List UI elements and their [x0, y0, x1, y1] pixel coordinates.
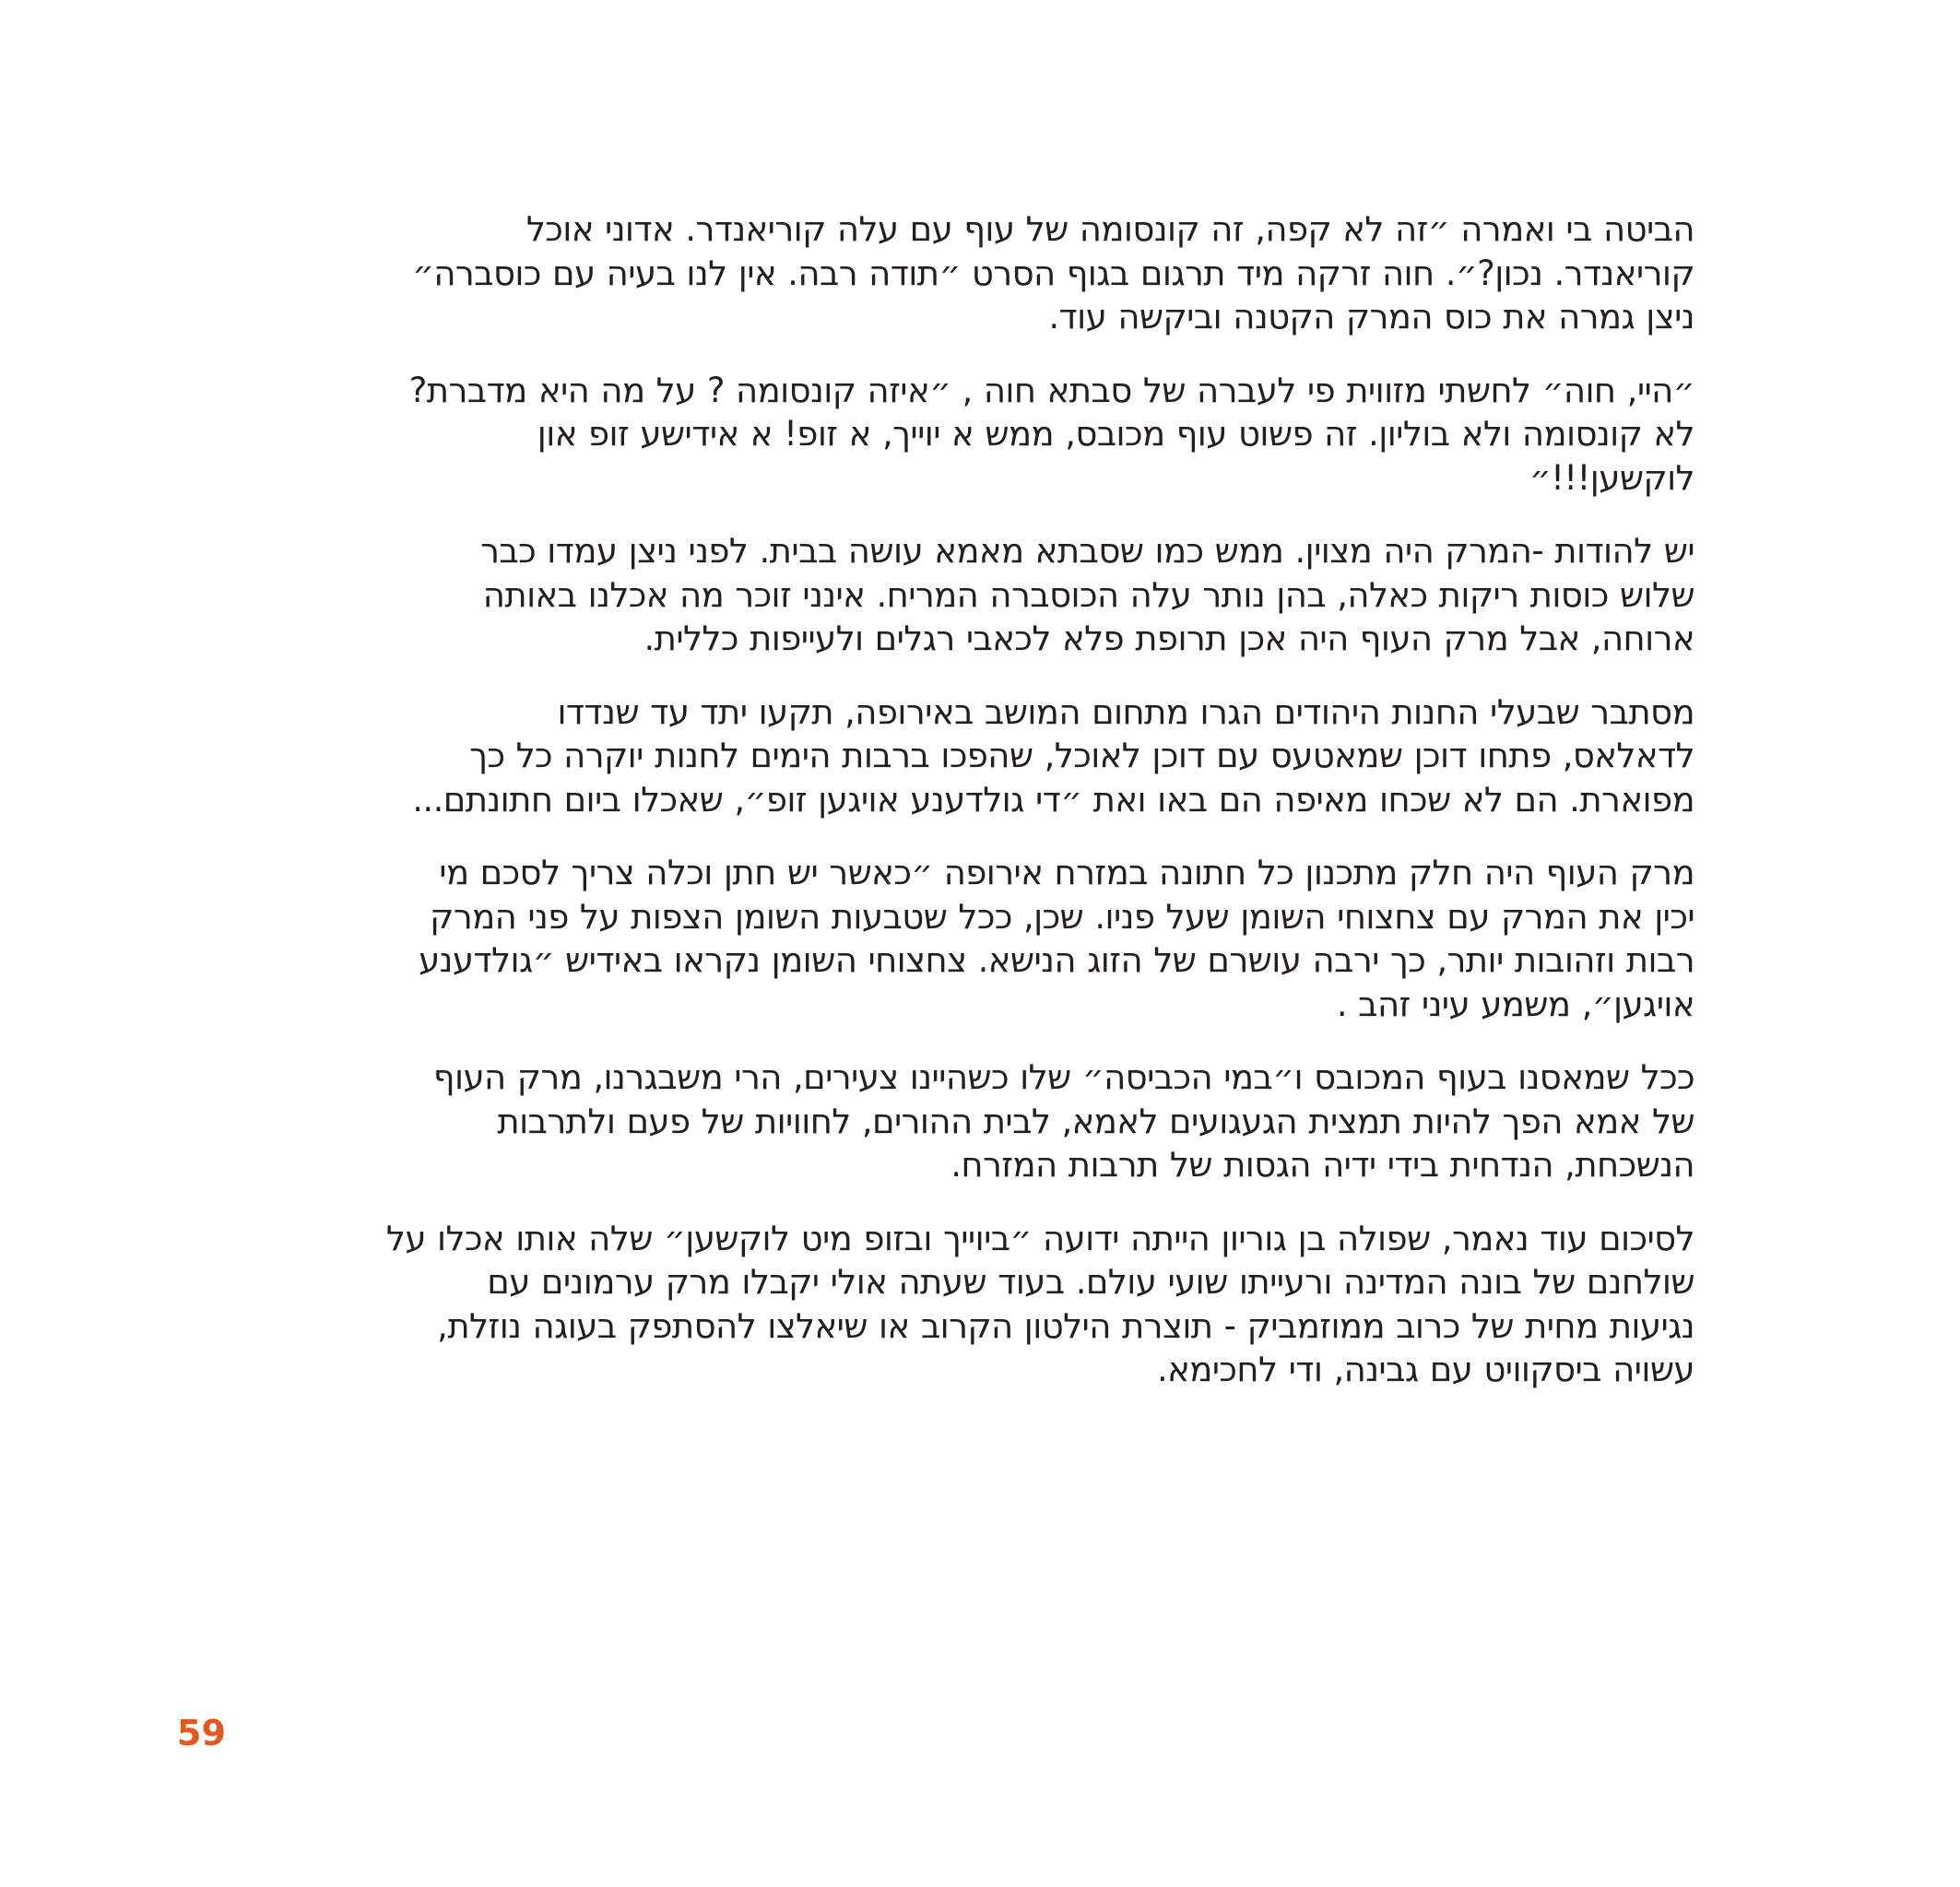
text-line: עשויה ביסקוויט עם גבינה, ודי לחכימא. — [1156, 1350, 1694, 1389]
text-line: שלוש כוסות ריקות כאלה, בהן נותר עלה הכוסברה המריח. אינני זוכר מה אכלנו באותה — [482, 574, 1694, 615]
text-line: קוריאנדר. נכון?״. חוה זרקה מיד תרגום בגוף הסרט ״תודה רבה. אין לנו בעיה עם כוסברה״ — [412, 253, 1694, 293]
text-line: רבות וזהובות יותר, כך ירבה עושרם של הזוג הנישא. צחצוחי השומן נקראו באידיש ״גולדענע — [419, 940, 1694, 980]
text-line: ככל שמאסנו בעוף המכובס ו״במי הכביסה״ שלו כשהיינו צעירים, הרי משבגרנו, מרק העוף — [432, 1057, 1694, 1097]
text-line: לסיכום עוד נאמר, שפולה בן גוריון הייתה ידועה ״ביוייך ובזופ מיט לוקשען״ שלה אותו אכלו על — [385, 1218, 1694, 1258]
text-line: הנשכחת, הנדחית בידי ידיה הגסות של תרבות המזרח. — [950, 1145, 1694, 1185]
paragraph — [297, 369, 1694, 501]
paragraph — [297, 529, 1694, 661]
text-line: מסתבר שבעלי החנות היהודים הגרו מתחום המושב באירופה, תקעו יתד עד שנדדו — [557, 691, 1694, 732]
text-line: לדאלאס, פתחו דוכן שמאטעס עם דוכן לאוכל, שהפכו ברבות הימים לחנות יוקרה כל כך — [469, 736, 1694, 775]
text-line: לא קונסומה ולא בוליון. זה פשוט עוף מכובס, ממש א יוייך, א זופ! א אידישע זופ און — [537, 414, 1694, 454]
text-line: הביטה בי ואמרה ״זה לא קפה, זה קונסומה של עוף עם עלה קוריאנדר. אדוני אוכל — [525, 209, 1694, 249]
paragraph — [297, 851, 1694, 1026]
text-line: ניצן גמרה את כוס המרק הקטנה וביקשה עוד. — [1048, 297, 1694, 336]
paragraph — [297, 207, 1694, 339]
body-text — [297, 207, 1694, 1421]
paragraph — [297, 1056, 1694, 1187]
text-line: ארוחה, אבל מרק העוף היה אכן תרופת פלא לכאבי רגלים ולעייפות כללית. — [643, 619, 1694, 658]
paragraph — [297, 690, 1694, 822]
text-line: נגיעות מחית של כרוב ממוזמביק - תוצרת הילטון הקרוב או שיאלצו להסתפק בעוגה נוזלת, — [437, 1305, 1694, 1346]
text-line: מרק העוף היה חלק מתכנון כל חתונה במזרח אירופה ״כאשר יש חתן וכלה צריך לסכם מי — [439, 853, 1694, 892]
page-number: 59 — [177, 1713, 226, 1753]
text-line: אויגען״, משמע עיני זהב . — [1336, 984, 1694, 1024]
text-line: יכין את המרק עם צחצוחי השומן שעל פניו. שכן, ככל שטבעות השומן הצפות על פני המרק — [430, 896, 1694, 937]
text-line: יש להודות -המרק היה מצוין. ממש כמו שסבתא מאמא עושה בבית. לפני ניצן עמדו כבר — [480, 531, 1694, 571]
paragraph — [297, 1217, 1694, 1392]
text-line: שולחנם של בונה המדינה ורעייתו שועי עולם. בעוד שעתה אולי יקבלו מרק ערמונים עם — [487, 1262, 1694, 1302]
text-line: של אמא הפך להיות תמצית הגעגועים לאמא, לבית ההורים, לחוויות של פעם ולתרבות — [497, 1101, 1694, 1141]
text-line: לוקשען!!!״ — [1529, 457, 1694, 498]
text-line: ״היי, חוה״ לחשתי מזווית פי לעברה של סבתא חוה , ״איזה קונסומה ? על מה היא מדברת? — [408, 370, 1694, 410]
text-line: מפוארת. הם לא שכחו מאיפה הם באו ואת ״די גולדענע אויגען זופ״, שאכלו ביום חתונתם... — [412, 779, 1694, 820]
